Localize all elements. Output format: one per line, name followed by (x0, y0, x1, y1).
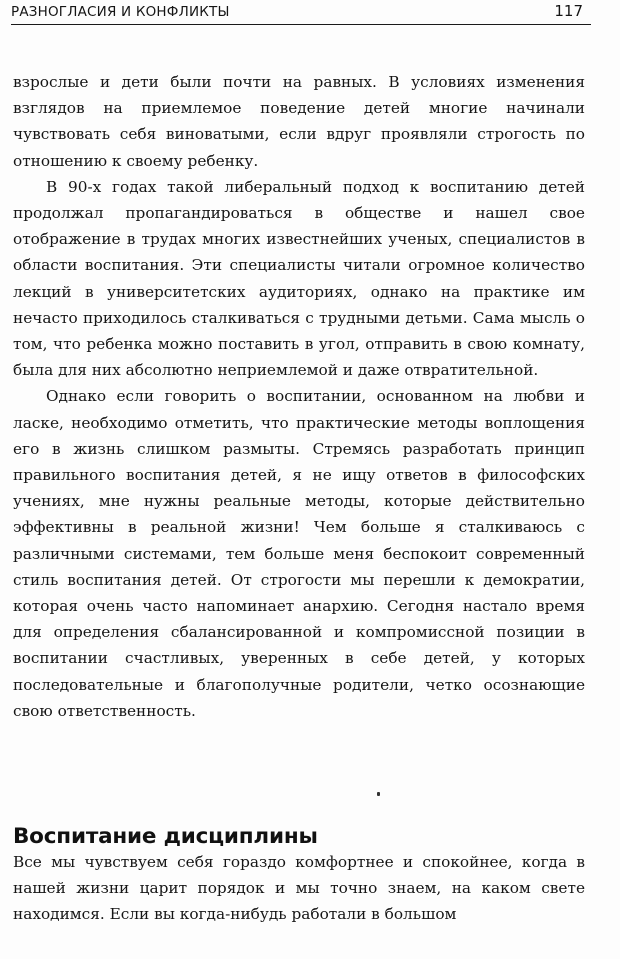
section-paragraph: Все мы чувствуем себя гораздо комфортнее и спокойнее, когда в нашей жизни царит порядок и мы точно знаем, на каком свете находимся. Если вы когда-нибудь работали в большом (13, 853, 585, 924)
print-speck (377, 792, 380, 796)
running-head-title: РАЗНОГЛАСИЯ И КОНФЛИКТЫ (11, 4, 230, 20)
section-heading: Воспитание дисциплины (13, 824, 318, 849)
body-text (13, 69, 585, 724)
section-body-text (13, 849, 585, 928)
page-number: 117 (554, 2, 583, 20)
paragraph: В 90-х годах такой либеральный подход к воспитанию детей продолжал пропагандироваться в обществе и нашел свое отображение в трудах многих известнейших ученых, специалистов в области воспитания. Эти специалисты читали огромное количество лекций в университетских аудиториях, однако на практике им нечасто приходилось сталкиваться с трудными детьми. Сама мысль о том, что ребенка можно поставить в угол, отправить в свою комнату, была для них абсолютно неприемлемой и даже отвратительной. (13, 177, 585, 380)
running-head (11, 4, 591, 25)
paragraph-continued: взрослые и дети были почти на равных. В условиях изменения взглядов на приемлемое поведение детей многие начинали чувствовать себя виноватыми, если вдруг проявляли строгость по отношению к своему ребенку. (13, 73, 585, 170)
paragraph: Однако если говорить о воспитании, основанном на любви и ласке, необходимо отметить, что практические методы воплощения его в жизнь слишком размыты. Стремясь разработать принцип правильного воспитания детей, я не ищу ответов в философских учениях, мне нужны реальные методы, которые действительно эффективны в реальной жизни! Чем больше я сталкиваюсь с различными системами, тем больше меня беспокоит современный стиль воспитания детей. От строгости мы перешли к демократии, которая очень часто напоминает анархию. Сегодня настало время для определения сбалансированной и компромиссной позиции в воспитании счастливых, уверенных в себе детей, у которых последовательные и благополучные родители, четко осознающие свою ответственность. (13, 387, 585, 720)
